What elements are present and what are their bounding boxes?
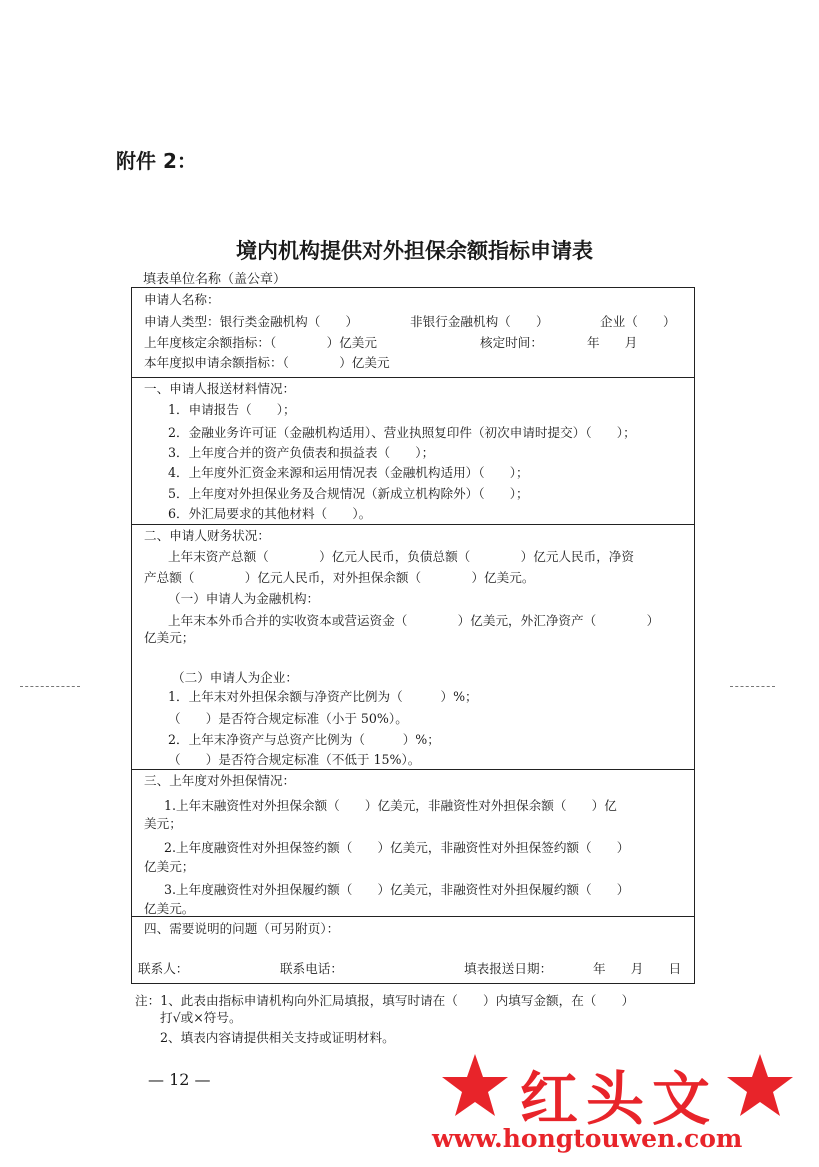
submission-date-label: 填表报送日期： bbox=[464, 961, 553, 976]
enterprise-line: （ ）是否符合规定标准（不低于 15%）。 bbox=[168, 752, 421, 767]
this-year-quota: 本年度拟申请余额指标：（ ）亿美元 bbox=[144, 355, 390, 370]
guarantee-line: 3.上年度融资性对外担保履约额（ ）亿美元，非融资性对外担保履约额（ ） bbox=[164, 882, 630, 897]
financial-institution-heading: （一）申请人为金融机构： bbox=[168, 591, 320, 606]
material-item: 1．申请报告（ ）； bbox=[168, 402, 296, 417]
application-form-table bbox=[131, 287, 695, 984]
guarantee-line: 亿美元。 bbox=[144, 901, 195, 916]
approval-time-label: 核定时间： bbox=[480, 335, 543, 350]
enterprise-line: 1．上年末对外担保余额与净资产比例为（ ）%； bbox=[168, 689, 478, 704]
submission-date-ymd: 年 月 日 bbox=[593, 961, 682, 976]
section1-heading: 一、申请人报送材料情况： bbox=[144, 381, 296, 396]
star-icon bbox=[440, 1052, 510, 1118]
guarantee-line: 亿美元； bbox=[144, 859, 195, 874]
section4-heading: 四、需要说明的问题（可另附页）： bbox=[144, 921, 340, 936]
material-item: 3．上年度合并的资产负债表和损益表（ ）； bbox=[168, 445, 435, 460]
enterprise-line: 2．上年末净资产与总资产比例为（ ）%； bbox=[168, 732, 440, 747]
contact-person-label: 联系人： bbox=[138, 961, 189, 976]
section-divider bbox=[132, 769, 694, 770]
page-number: — 12 — bbox=[148, 1070, 211, 1089]
applicant-name-label: 申请人名称： bbox=[144, 292, 220, 307]
filler-unit-label: 填表单位名称（盖公章） bbox=[143, 272, 287, 287]
section-divider bbox=[132, 377, 694, 378]
guarantee-line: 2.上年度融资性对外担保签约额（ ）亿美元，非融资性对外担保签约额（ ） bbox=[164, 840, 630, 855]
applicant-type-bank: 申请人类型：银行类金融机构（ ） bbox=[144, 314, 359, 329]
finance-line: 亿美元； bbox=[144, 630, 195, 645]
finance-line: 上年末本外币合并的实收资本或营运资金（ ）亿美元，外汇净资产（ ） bbox=[168, 613, 660, 628]
section-divider bbox=[132, 524, 694, 525]
scan-artifact-line bbox=[730, 686, 775, 687]
contact-phone-label: 联系电话： bbox=[280, 961, 343, 976]
watermark-url: www.hongtouwen.com bbox=[432, 1124, 743, 1153]
applicant-type-nonbank: 非银行金融机构（ ） bbox=[410, 314, 549, 329]
scan-artifact-line bbox=[20, 686, 80, 687]
finance-line: 产总额（ ）亿元人民币，对外担保余额（ ）亿美元。 bbox=[144, 570, 535, 585]
star-icon bbox=[725, 1052, 795, 1118]
guarantee-line: 美元； bbox=[144, 816, 182, 831]
section-divider bbox=[132, 916, 694, 917]
note-line: 2、填表内容请提供相关支持或证明材料。 bbox=[160, 1030, 395, 1045]
applicant-type-enterprise: 企业（ ） bbox=[600, 314, 676, 329]
material-item: 2．金融业务许可证（金融机构适用）、营业执照复印件（初次申请时提交）（ ）； bbox=[168, 425, 636, 440]
approval-year-month: 年 月 bbox=[587, 335, 638, 350]
material-item: 5．上年度对外担保业务及合规情况（新成立机构除外）（ ）； bbox=[168, 486, 529, 501]
attachment-label: 附件 2： bbox=[116, 149, 197, 173]
finance-line: 上年末资产总额（ ）亿元人民币，负债总额（ ）亿元人民币，净资 bbox=[168, 549, 634, 564]
enterprise-line: （ ）是否符合规定标准（小于 50%）。 bbox=[168, 711, 408, 726]
note-line: 打√或×符号。 bbox=[160, 1010, 242, 1025]
material-item: 4．上年度外汇资金来源和运用情况表（金融机构适用）（ ）； bbox=[168, 465, 529, 480]
guarantee-line: 1.上年末融资性对外担保余额（ ）亿美元，非融资性对外担保余额（ ）亿 bbox=[164, 798, 617, 813]
form-title: 境内机构提供对外担保余额指标申请表 bbox=[236, 239, 593, 263]
section2-heading: 二、申请人财务状况： bbox=[144, 528, 270, 543]
enterprise-heading: （二）申请人为企业： bbox=[172, 670, 298, 685]
material-item: 6．外汇局要求的其他材料（ ）。 bbox=[168, 506, 372, 521]
section3-heading: 三、上年度对外担保情况： bbox=[144, 773, 296, 788]
note-line: 注：1、此表由指标申请机构向外汇局填报，填写时请在（ ）内填写金额，在（ ） bbox=[135, 993, 635, 1008]
last-year-quota: 上年度核定余额指标：（ ）亿美元 bbox=[144, 335, 377, 350]
watermark-text: 红头文 bbox=[520, 1065, 719, 1133]
